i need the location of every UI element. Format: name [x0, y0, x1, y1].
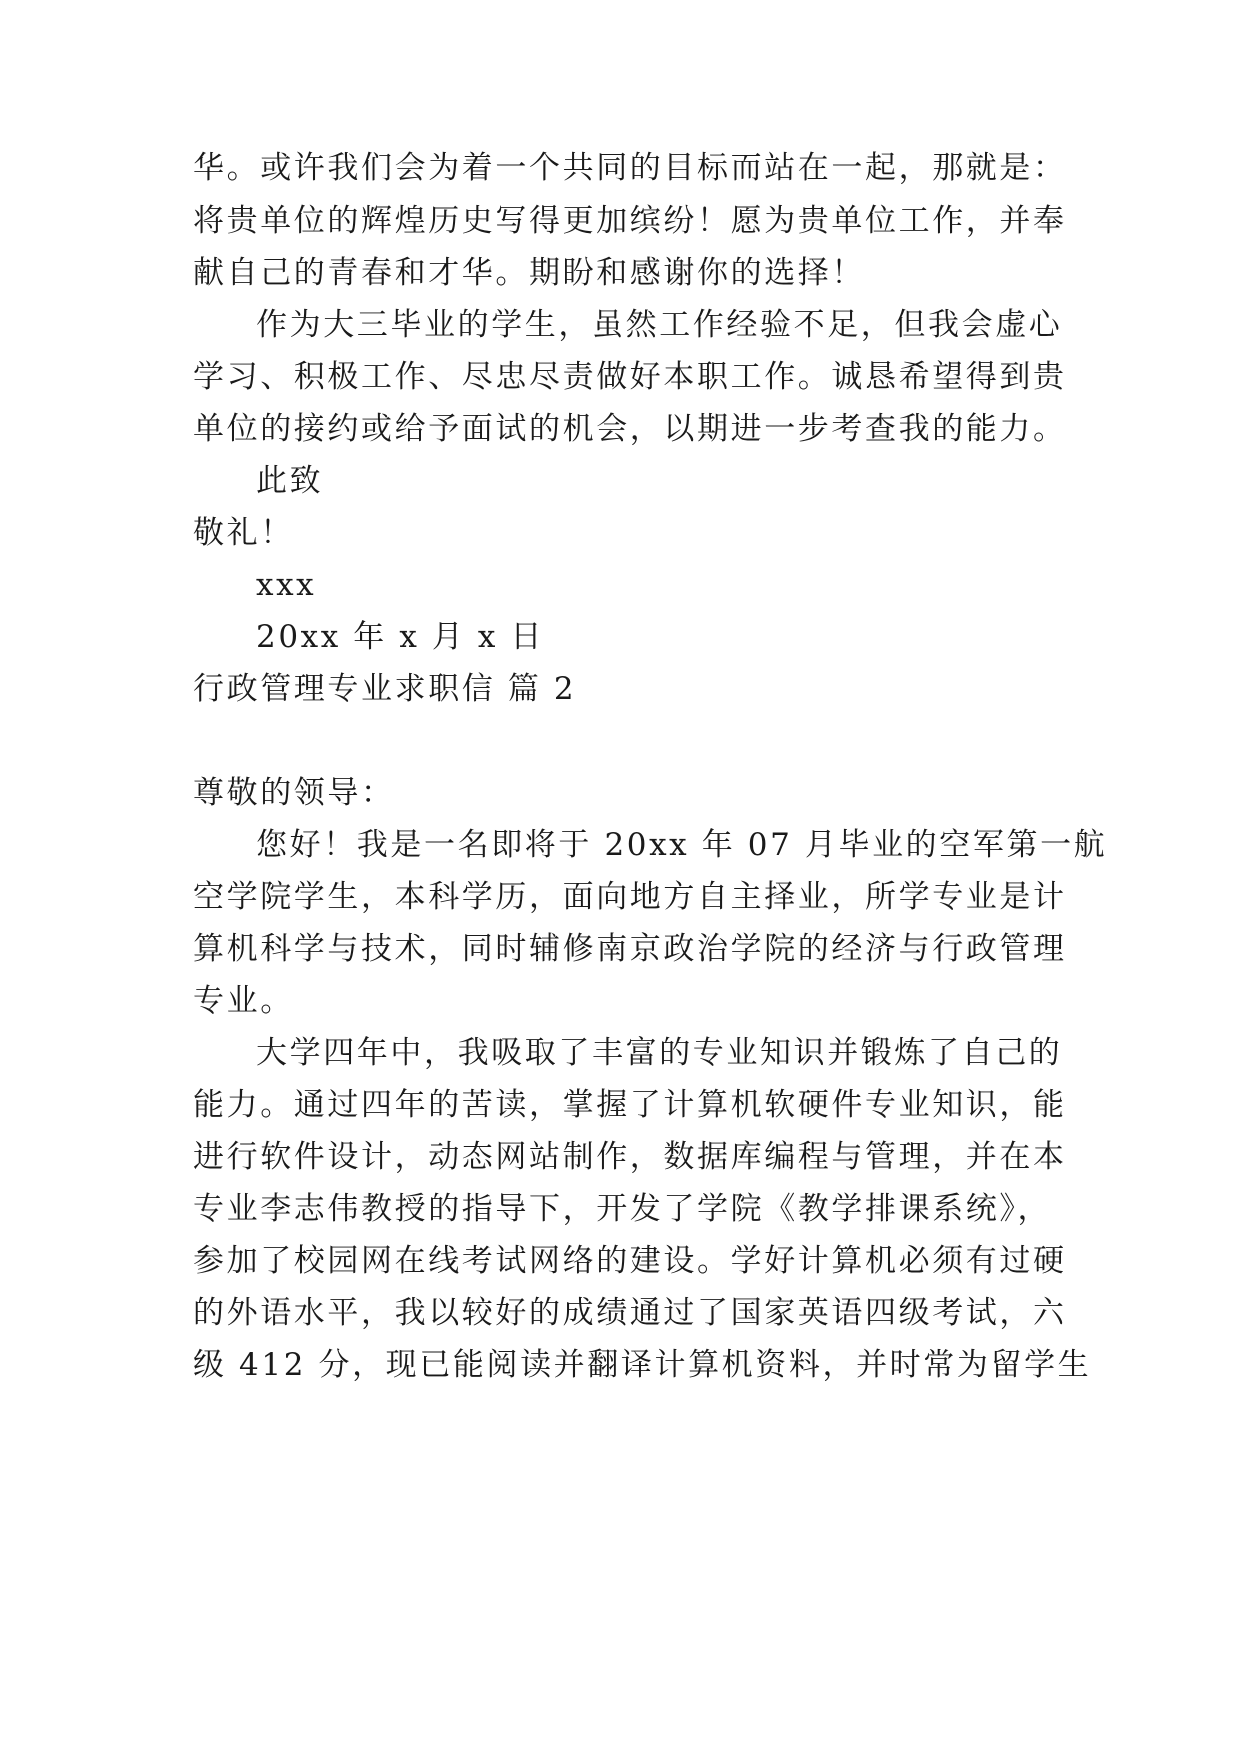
text-line: 献自己的青春和才华。期盼和感谢你的选择！	[193, 255, 865, 291]
text-line: 能力。通过四年的苦读，掌握了计算机软硬件专业知识，能	[193, 1087, 1067, 1123]
paragraph-first-line: 大学四年中，我吸取了丰富的专业知识并锻炼了自己的	[256, 1035, 1063, 1071]
paragraph-first-line: 您好！我是一名即将于 20xx 年 07 月毕业的空军第一航	[256, 827, 1108, 863]
closing-line: 此致	[256, 463, 324, 499]
text-line: 专业。	[193, 983, 294, 1019]
text-line: 将贵单位的辉煌历史写得更加缤纷！愿为贵单位工作，并奉	[193, 203, 1067, 239]
text-line: 空学院学生，本科学历，面向地方自主择业，所学专业是计	[193, 879, 1067, 915]
text-line: 参加了校园网在线考试网络的建设。学好计算机必须有过硬	[193, 1243, 1067, 1279]
signature: xxx	[256, 567, 317, 603]
date: 20xx 年 x 月 x 日	[256, 619, 545, 655]
text-line: 进行软件设计，动态网站制作，数据库编程与管理，并在本	[193, 1139, 1067, 1175]
text-line: 单位的接约或给予面试的机会，以期进一步考查我的能力。	[193, 411, 1067, 447]
text-line: 算机科学与技术，同时辅修南京政治学院的经济与行政管理	[193, 931, 1067, 967]
paragraph-first-line: 作为大三毕业的学生，虽然工作经验不足，但我会虚心	[256, 307, 1063, 343]
section-heading: 行政管理专业求职信 篇 2	[193, 671, 577, 707]
text-line: 级 412 分，现已能阅读并翻译计算机资料，并时常为留学生	[193, 1347, 1092, 1383]
text-line: 学习、积极工作、尽忠尽责做好本职工作。诚恳希望得到贵	[193, 359, 1067, 395]
salutation: 尊敬的领导：	[193, 775, 395, 811]
text-line: 专业李志伟教授的指导下，开发了学院《教学排课系统》，	[193, 1191, 1052, 1227]
text-line: 华。或许我们会为着一个共同的目标而站在一起，那就是：	[193, 150, 1067, 186]
text-line: 的外语水平，我以较好的成绩通过了国家英语四级考试，六	[193, 1295, 1067, 1331]
closing-salute: 敬礼！	[193, 515, 294, 551]
